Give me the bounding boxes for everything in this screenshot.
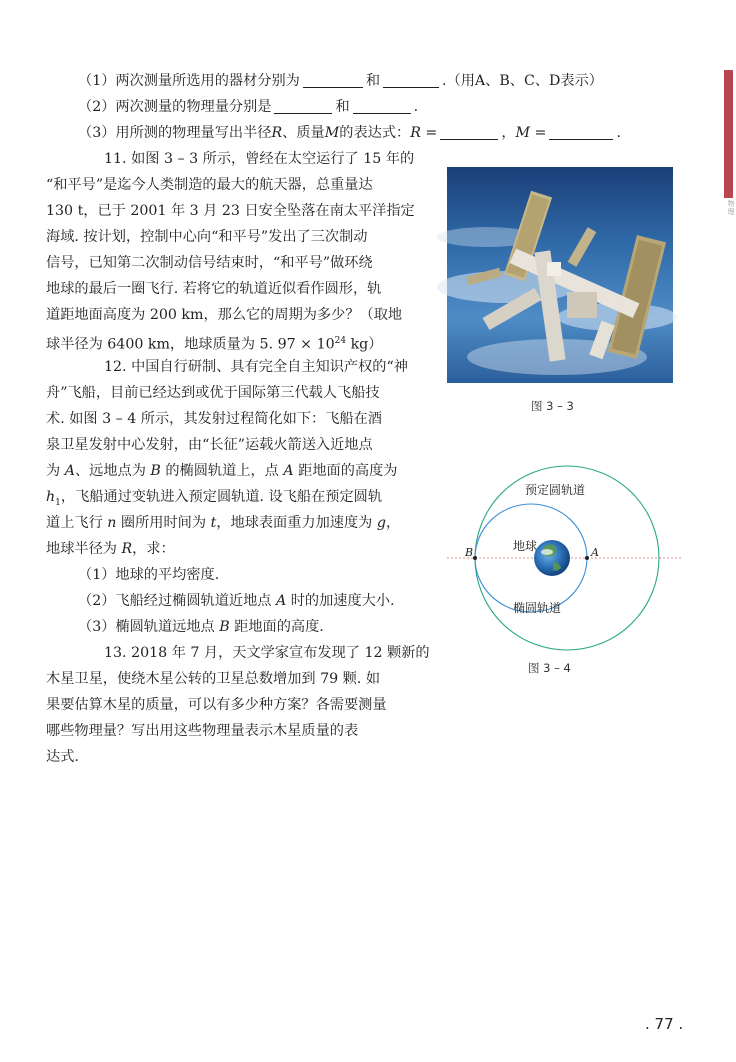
q1-and: 和 xyxy=(365,73,381,89)
page-number: . 77 . xyxy=(645,1015,684,1033)
text-part: 时的加速度大小. xyxy=(286,593,395,609)
q3-mid: 、质量 xyxy=(282,125,325,141)
q12-line-2: 舟”飞船，目前已经达到或优于国际第三代载人飞船技 xyxy=(46,385,380,401)
var-R: R xyxy=(271,125,283,141)
M-equals: M = xyxy=(515,125,547,141)
text-part: 圈所用时间为 xyxy=(116,515,211,531)
q12-sub-1: （1）地球的平均密度. xyxy=(78,567,220,583)
q11-line-5: 信号，已知第二次制动信号结束时，“和平号”做环绕 xyxy=(46,255,373,271)
q2-prefix: （2）两次测量的物理量分别是 xyxy=(78,99,272,115)
q11-line-2: “和平号”是迄今人类制造的最大的航天器，总重量达 xyxy=(46,177,373,193)
text-part: （2）飞船经过椭圆轨道近地点 xyxy=(78,593,276,609)
q13-line-2: 木星卫星，使绕木星公转的卫星总数增加到 79 颗. 如 xyxy=(46,671,381,687)
figure-3-4-caption: 图 3 – 4 xyxy=(528,661,571,675)
var-A: A xyxy=(283,463,294,479)
q2-suffix: . xyxy=(413,99,419,115)
orbit-diagram xyxy=(447,470,687,630)
ellipse-orbit-label: 椭圆轨道 xyxy=(513,601,562,615)
answer-blank xyxy=(549,123,613,140)
q11-last-prefix: 球半径为 6400 km，地球质量为 5. 97 × 10 xyxy=(46,336,335,353)
q11-last-suffix: kg） xyxy=(346,336,383,353)
text-part: ， xyxy=(385,515,401,531)
q11-line-1: 11. 如图 3 – 3 所示，曾经在太空运行了 15 年的 xyxy=(104,151,415,167)
q12-sub-3 xyxy=(78,614,324,640)
var-M: M xyxy=(324,125,340,141)
q3-sep: ， xyxy=(501,125,516,141)
text-part: 距地面的高度为 xyxy=(293,463,398,479)
text-part: 地球半径为 xyxy=(46,541,122,557)
chapter-side-tab xyxy=(724,70,733,198)
text-part: ，地球表面重力加速度为 xyxy=(216,515,377,531)
answer-blank xyxy=(274,97,332,114)
point-A-marker xyxy=(585,556,589,560)
var-t: t xyxy=(210,515,217,531)
var-n: n xyxy=(107,515,117,531)
point-B-marker xyxy=(473,556,477,560)
q12-line-3: 术. 如图 3 – 4 所示，其发射过程简化如下：飞船在酒 xyxy=(46,411,382,427)
earth-label: 地球 xyxy=(513,539,538,553)
q-part-2 xyxy=(78,94,418,120)
q12-line-5 xyxy=(46,458,397,484)
answer-blank xyxy=(353,97,411,114)
q13-line-3: 果要估算木星的质量，可以有多少种方案？各需要测量 xyxy=(46,697,387,713)
point-B-label: B xyxy=(465,546,474,559)
text-part: ，求： xyxy=(132,541,175,557)
text-part: 的椭圆轨道上，点 xyxy=(160,463,284,479)
R-equals: R = xyxy=(410,125,438,141)
q12-line-4: 泉卫星发射中心发射，由“长征”运载火箭送入近地点 xyxy=(46,437,373,453)
q13-line-5: 达式. xyxy=(46,749,79,765)
q3-prefix: （3）用所测的物理量写出半径 xyxy=(78,125,272,141)
space-station-photo xyxy=(447,167,673,383)
answer-blank xyxy=(303,71,363,88)
answer-blank xyxy=(440,123,498,140)
q11-line-3: 130 t，已于 2001 年 3 月 23 日安全坠落在南太平洋指定 xyxy=(46,203,415,219)
answer-blank xyxy=(383,71,439,88)
q11-line-4: 海域. 按计划，控制中心向“和平号”发出了三次制动 xyxy=(46,229,368,245)
q3-mid2: 的表达式： xyxy=(339,125,411,141)
q-part-3 xyxy=(78,120,621,146)
q12-sub-2 xyxy=(78,588,395,614)
point-A-label: A xyxy=(591,546,599,559)
text-part: 距地面的高度. xyxy=(229,619,324,635)
text-part: 为 xyxy=(46,463,65,479)
circle-orbit-label: 预定圆轨道 xyxy=(525,483,586,497)
q3-end: . xyxy=(616,125,621,141)
text-part: 道上飞行 xyxy=(46,515,108,531)
q12-line-1: 12. 中国自行研制、具有完全自主知识产权的“神 xyxy=(104,359,408,375)
q11-line-6: 地球的最后一圈飞行. 若将它的轨道近似看作圆形，轨 xyxy=(46,281,382,297)
q12-line-7 xyxy=(46,510,400,536)
var-R: R xyxy=(121,541,133,557)
var-g: g xyxy=(376,515,386,531)
figure-3-3-caption: 图 3 – 3 xyxy=(531,399,574,413)
subscript: 1 xyxy=(55,497,61,508)
var-B: B xyxy=(219,619,230,635)
q13-line-1: 13. 2018 年 7 月，天文学家宣布发现了 12 颗新的 xyxy=(104,645,430,661)
q13-line-4: 哪些物理量？写出用这些物理量表示木星质量的表 xyxy=(46,723,359,739)
q2-and: 和 xyxy=(335,99,350,115)
q-part-1 xyxy=(78,68,603,94)
var-A: A xyxy=(64,463,75,479)
text-part: ，飞船通过变轨进入预定圆轨道. 设飞船在预定圆轨 xyxy=(60,489,383,505)
var-h: h xyxy=(46,489,56,505)
var-B: B xyxy=(150,463,161,479)
q1-prefix: （1）两次测量所选用的器材分别为 xyxy=(78,73,300,89)
q12-line-8 xyxy=(46,536,175,562)
q1-suffix: .（用A、B、C、D表示） xyxy=(442,73,603,89)
exponent: 24 xyxy=(334,336,347,346)
side-mark: 物理 xyxy=(727,200,735,216)
q11-line-7: 道距地面高度为 200 km，那么它的周期为多少？（取地 xyxy=(46,307,403,323)
var-A: A xyxy=(275,593,287,609)
text-part: （3）椭圆轨道远地点 xyxy=(78,619,220,635)
text-part: 、远地点为 xyxy=(74,463,151,479)
